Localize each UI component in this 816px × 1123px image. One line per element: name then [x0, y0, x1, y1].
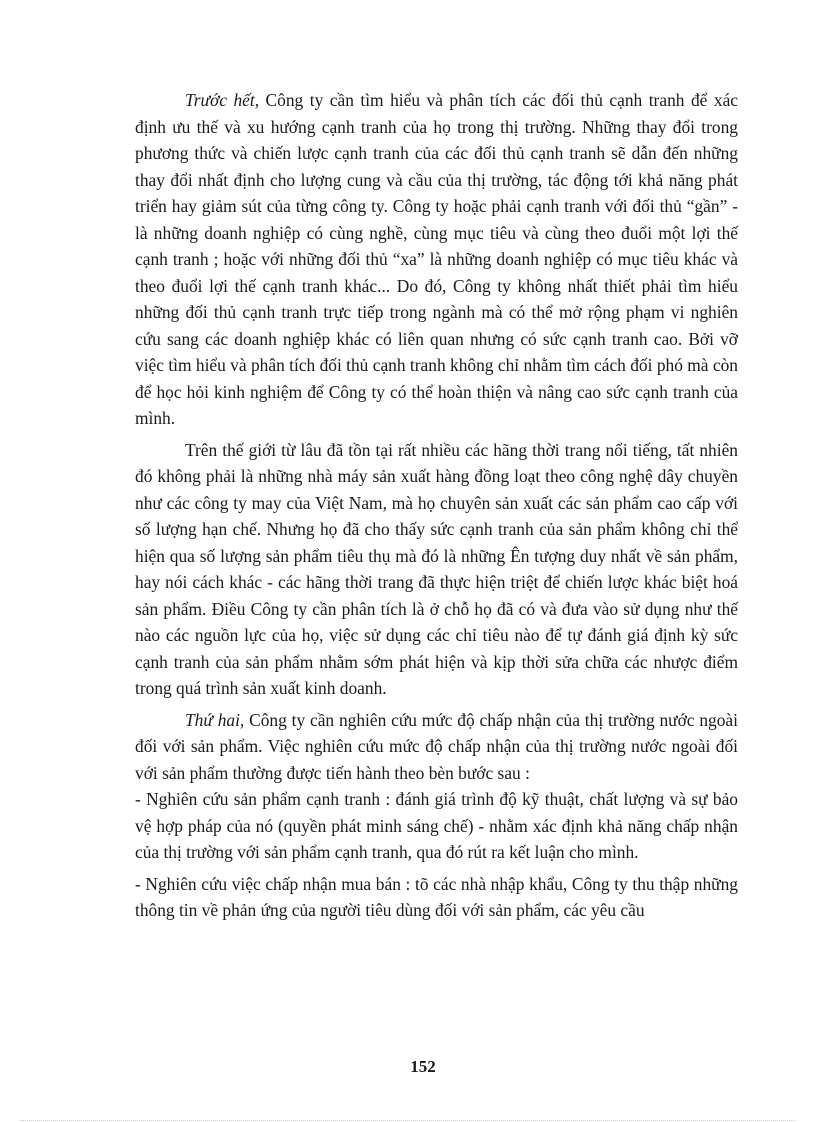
page-body	[135, 87, 738, 924]
paragraph-text: Trên thế giới từ lâu đã tồn tại rất nhiều các hãng thời trang nổi tiếng, tất nhiên đó không phải là những nhà máy sản xuất hàng đồng loạt theo công nghệ dây chuyền như các công ty may của Việt Nam, mà họ chuyên sản xuất các sản phẩm cao cấp với số lượng hạn chế. Nhưng họ đã cho thấy sức cạnh tranh của sản phẩm không chỉ thể hiện qua số lượng sản phẩm tiêu thụ mà đó là những Ên tượng duy nhất về sản phẩm, hay nói cách khác - các hãng thời trang đã thực hiện triệt để chiến lược khác biệt hoá sản phẩm. Điều Công ty cần phân tích là ở chỗ họ đã có và đưa vào sử dụng như thế nào các nguồn lực của họ, việc sử dụng các chỉ tiêu nào để tự đánh giá định kỳ sức cạnh tranh của sản phẩm nhằm sớm phát hiện và kịp thời sửa chữa các nhược điểm trong quá trình sản xuất kinh doanh.	[135, 439, 738, 698]
paragraph-lead-italic: Trước hết,	[185, 90, 260, 110]
paragraph-market-acceptance	[135, 707, 738, 787]
list-item-trade-acceptance	[135, 871, 738, 924]
paragraph-text: Công ty cần nghiên cứu mức độ chấp nhận của thị trường nước ngoài đối với sản phẩm. Việc nghiên cứu mức độ chấp nhận của thị trường nước ngoài đối với sản phẩm thường được tiến hành theo bèn bước sau :	[135, 709, 738, 783]
paragraph-text: Công ty cần tìm hiểu và phân tích các đối thủ cạnh tranh để xác định ưu thế và xu hướng cạnh tranh của họ trong thị trường. Những thay đổi trong phương thức và chiến lược cạnh tranh của các đối thủ cạnh tranh sẽ dẫn đến những thay đổi nhất định cho lượng cung và cầu của thị trường, tác động tới khả năng phát triển hay giảm sút của từng công ty. Công ty hoặc phải cạnh tranh với đối thủ “gần” - là những doanh nghiệp có cùng nghề, cùng mục tiêu và cùng theo đuổi một lợi thế cạnh tranh ; hoặc với những đối thủ “xa” là những doanh nghiệp có mục tiêu khác và theo đuổi lợi thế cạnh tranh khác... Do đó, Công ty không nhất thiết phải tìm hiểu những đối thủ cạnh tranh trực tiếp trong ngành mà có thể mở rộng phạm vi nghiên cứu sang các doanh nghiệp khác có liên quan nhưng có sức cạnh tranh cao. Bởi vỡ việc tìm hiểu và phân tích đối thủ cạnh tranh không chỉ nhằm tìm cách đối phó mà còn để học hỏi kinh nghiệm để Công ty có thể hoàn thiện và nâng cao sức cạnh tranh của mình.	[135, 90, 739, 428]
paragraph-fashion-brands	[135, 437, 738, 702]
paragraph-text: - Nghiên cứu sản phẩm cạnh tranh : đánh giá trình độ kỹ thuật, chất lượng và sự bảo vệ hợp pháp của nó (quyền phát minh sáng chế) - nhằm xác định khả năng chấp nhận của thị trường với sản phẩm cạnh tranh, qua đó rút ra kết luận cho mình.	[135, 789, 738, 862]
list-item-competitive-products	[135, 786, 738, 866]
paragraph-lead-italic: Thứ hai,	[185, 709, 245, 730]
paragraph-competitor-analysis	[135, 87, 738, 432]
page-bottom-divider	[20, 1120, 796, 1121]
page-number: 152	[410, 1057, 436, 1076]
paragraph-text: - Nghiên cứu việc chấp nhận mua bán : tõ các nhà nhập khẩu, Công ty thu thập những thông tin về phản ứng của người tiêu dùng đối với sản phẩm, các yêu cầu	[135, 873, 738, 920]
